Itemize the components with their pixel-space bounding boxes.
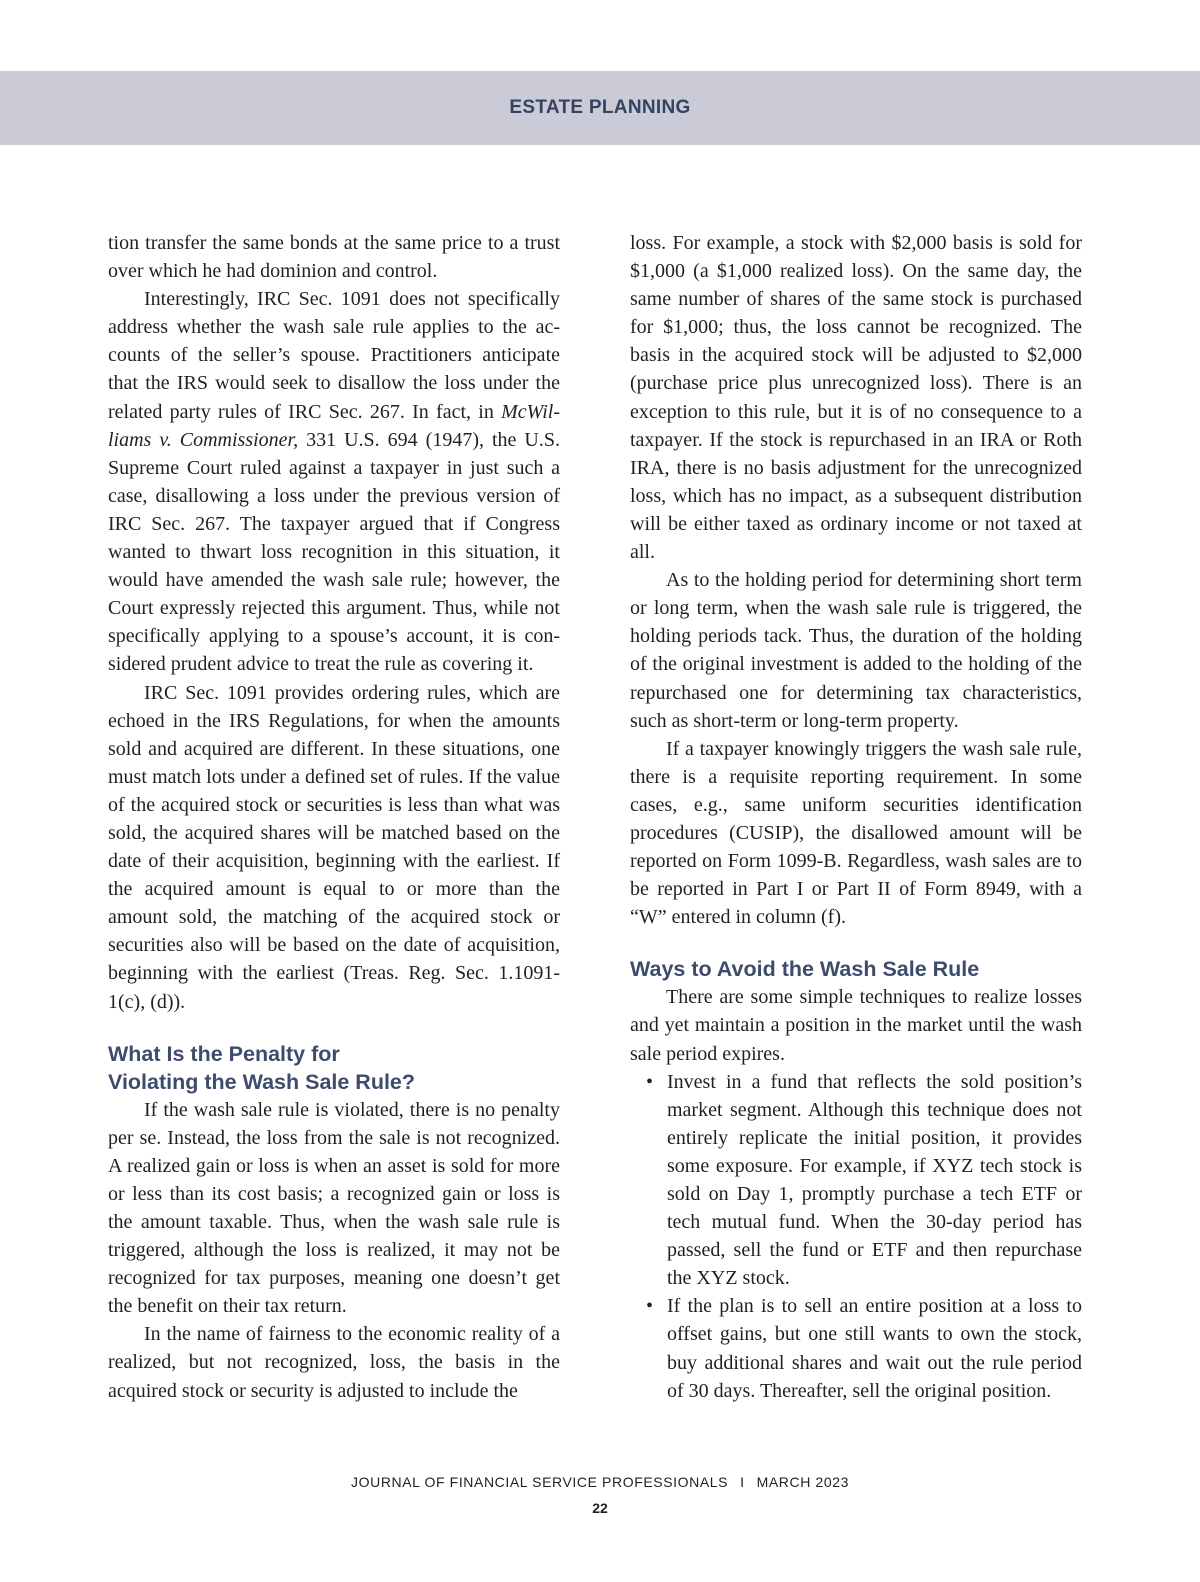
issue-date: MARCH 2023 (756, 1474, 849, 1490)
left-column (108, 229, 560, 1405)
right-column (630, 229, 1082, 1405)
page-number: 22 (592, 1500, 608, 1516)
paragraph (108, 285, 560, 678)
list-item-text: If the plan is to sell an entire position at a loss to offset gains, but one still wants to own the stock, buy additional shares and wait out the rule period of 30 days. Thereafter, sell the original position. (667, 1295, 1082, 1402)
paragraph: As to the holding period for determining short term or long term, when the wash sale rule is triggered, the holding periods tack. Thus, the duration of the holding of the original investment is added to the holding of the repurchased one for determining tax characteristics, such as short-term or long-term property. (630, 569, 1082, 732)
paragraph: There are some simple techniques to realize losses and yet maintain a position in the market until the wash sale period expires. (630, 986, 1082, 1065)
section-title: ESTATE PLANNING (509, 97, 691, 118)
case-citation: McWilliams v. Commissioner, (108, 400, 560, 451)
journal-name: JOURNAL OF FINANCIAL SERVICE PROFESSIONALS (351, 1474, 729, 1490)
list-item (630, 1292, 1082, 1404)
footer-journal-line (0, 1474, 1200, 1490)
list-item (630, 1068, 1082, 1293)
paragraph-text: Interestingly, IRC Sec. 1091 does not specifically address whether the wash sale rule applies to the accounts of the seller’s spouse. Practitioners anticipate that the IRS would seek to disallow the loss under the related party rules of IRC Sec. 267. In fact, in (108, 288, 560, 423)
paragraph: tion transfer the same bonds at the same price to a trust over which he had dominion and control. (108, 232, 560, 283)
bullet-icon: • (646, 1070, 654, 1093)
section-heading (108, 1040, 560, 1096)
paragraph: IRC Sec. 1091 provides ordering rules, which are echoed in the IRS Regulations, for when the amounts sold and acquired are different. In these situations, one must match lots under a defined set of rules. If the value of the acquired stock or securities is less than what was sold, the acquired shares will be matched based on the date of their acquisition, beginning with the earliest. If the acquired amount is equal to or more than the amount sold, the matching of the acquired stock or securities also will be based on the date of acquisition, beginning with the earliest (Treas. Reg. Sec. 1.1091-1(c), (d)). (108, 681, 560, 1013)
paragraph: In the name of fairness to the economic reality of a realized, but not recognized, loss, the basis in the acquired stock or security is adjusted to include the (108, 1323, 560, 1402)
paragraph: loss. For example, a stock with $2,000 basis is sold for $1,000 (a $1,000 realized loss). On the same day, the same number of shares of the same stock is purchased for $1,000; thus, the loss cannot be recognized. The basis in the acquired stock will be adjusted to $2,000 (purchase price plus unrecognized loss). There is an exception to this rule, but it is of no consequence to a taxpayer. If the stock is repurchased in an IRA or Roth IRA, there is no basis adjustment for the unrecognized loss, which has no impact, as a subsequent distribution will be either taxed as ordinary income or not taxed at all. (630, 232, 1082, 564)
section-heading: Ways to Avoid the Wash Sale Rule (630, 957, 980, 982)
list-item-text: Invest in a fund that reflects the sold position’s market segment. Although this technique does not entirely replicate the initial position, it provides some exposure. For example, if XYZ tech stock is sold on Day 1, promptly purchase a tech ETF or tech mutual fund. When the 30-day period has passed, sell the fund or ETF and then repurchase the XYZ stock. (667, 1070, 1082, 1290)
footer-separator: I (740, 1474, 745, 1490)
paragraph-text: 331 U.S. 694 (1947), the U.S. Supreme Court ruled against a taxpayer in just such a case, disallowing a loss under the previous version of IRC Sec. 267. The taxpayer argued that if Congress wanted to thwart loss recognition in this situation, it would have amended the wash sale rule; however, the Court expressly rejected this argument. Thus, while not specifically applying to a spouse’s account, it is considered prudent advice to treat the rule as covering it. (108, 428, 560, 676)
bullet-list (630, 1068, 1082, 1405)
paragraph: If a taxpayer knowingly triggers the wash sale rule, there is a requisite reporting requirement. In some cases, e.g., same uniform securities identification procedures (CUSIP), the disallowed amount will be reported on Form 1099-B. Regardless, wash sales are to be reported in Part I or Part II of Form 8949, with a “W” entered in column (f). (630, 737, 1082, 929)
bullet-icon: • (646, 1295, 654, 1318)
heading-line: Violating the Wash Sale Rule? (108, 1069, 416, 1094)
heading-line: What Is the Penalty for (108, 1041, 340, 1066)
paragraph: If the wash sale rule is violated, there is no penalty per se. Instead, the loss from the sale is not recognized. A realized gain or loss is when an asset is sold for more or less than its cost basis; a recognized gain or loss is the amount taxable. Thus, when the wash sale rule is triggered, although the loss is realized, it may not be recognized for tax purposes, meaning one doesn’t get the benefit on their tax return. (108, 1098, 560, 1318)
